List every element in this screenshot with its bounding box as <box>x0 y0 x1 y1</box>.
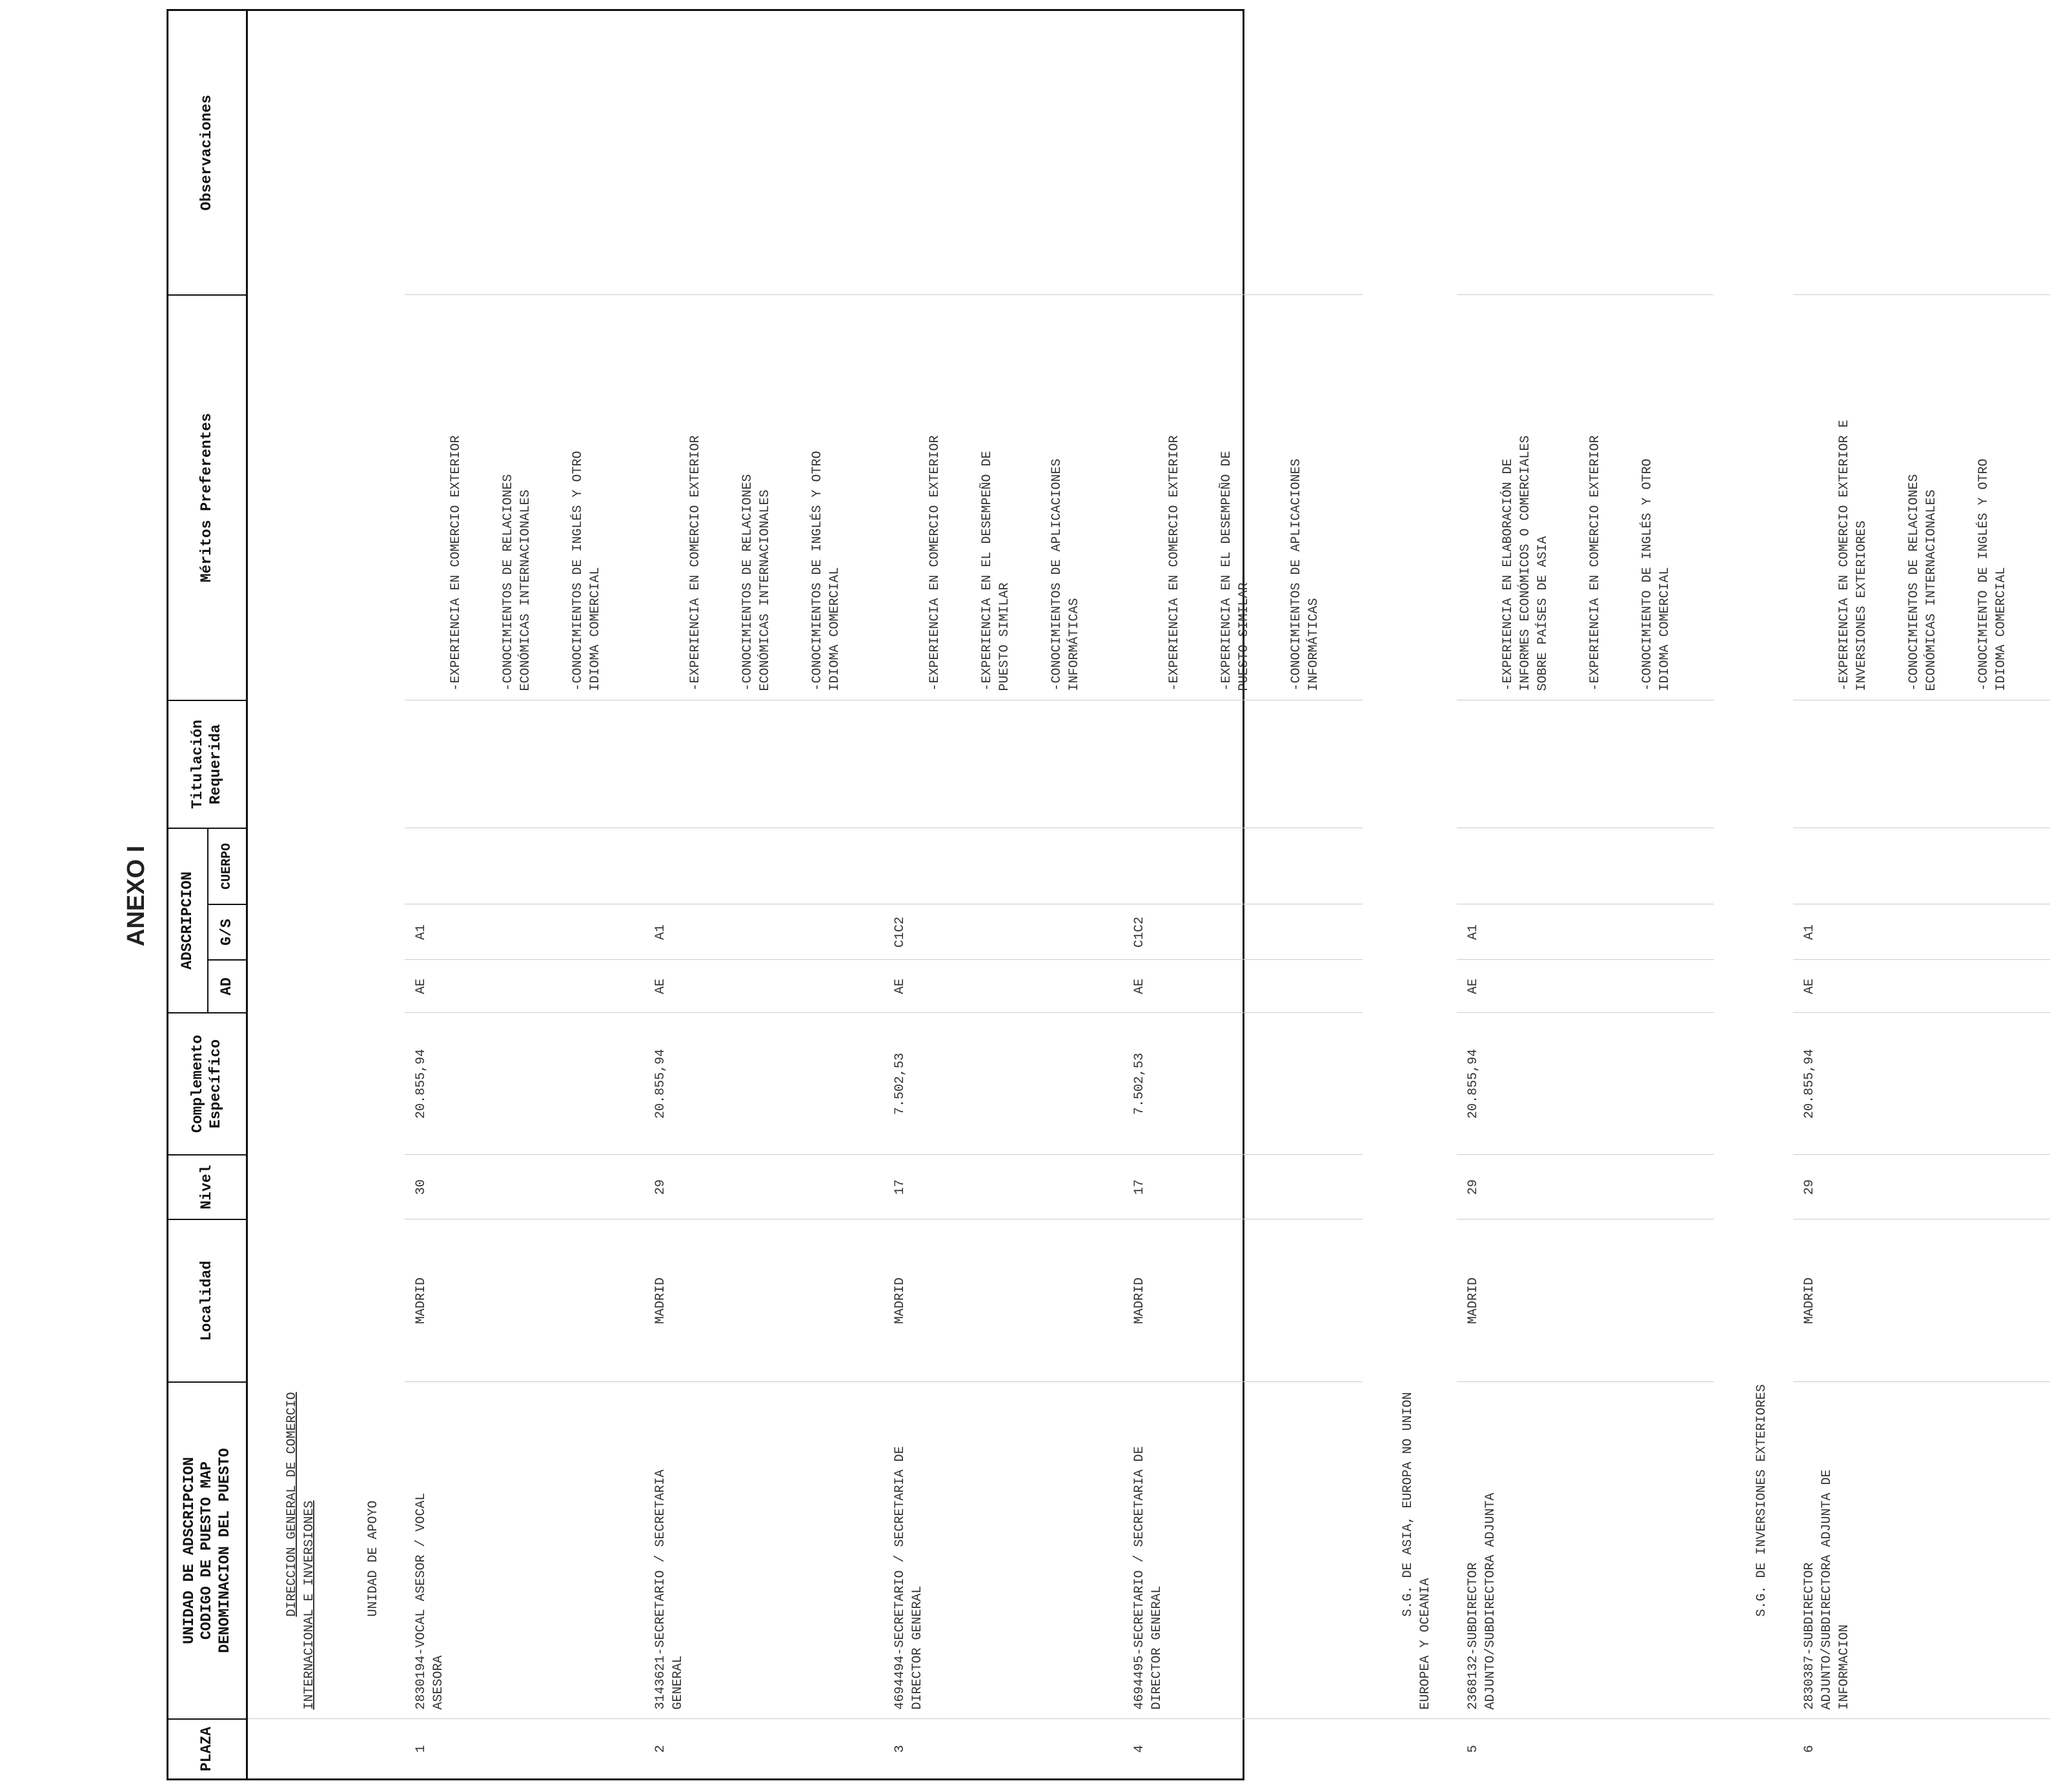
puesto-cell: 3143621-SECRETARIO / SECRETARIA GENERAL <box>644 1382 884 1719</box>
merit-item: -EXPERIENCIA EN ELABORACIÓN DE INFORMES ECONÓMICOS O COMERCIALES SOBRE PAÍSES DE ASIA <box>1501 435 1550 691</box>
localidad-cell: MADRID <box>1457 1219 1714 1382</box>
nivel-cell: 17 <box>1123 1155 1363 1219</box>
puesto-cell: 2368132-SUBDIRECTOR ADJUNTO/SUBDIRECTORA ADJUNTA <box>1457 1382 1714 1719</box>
nivel-cell: 30 <box>405 1155 644 1219</box>
puesto-cell: 2830387-SUBDIRECTOR ADJUNTO/SUBDIRECTORA ADJUNTA DE INFORMACION <box>1793 1382 2050 1719</box>
localidad-cell: MADRID <box>644 1219 884 1382</box>
merit-item: -EXPERIENCIA EN COMERCIO EXTERIOR <box>1167 435 1182 691</box>
complemento-cell: 20.855,94 <box>644 1013 884 1155</box>
plaza-cell: 3 <box>884 1719 1123 1778</box>
meritos-cell <box>1457 295 1714 700</box>
header-nivel: Nivel <box>168 1155 247 1219</box>
cuerpo-cell <box>405 828 644 904</box>
cuerpo-cell <box>1793 828 2050 904</box>
complemento-cell: 20.855,94 <box>1793 1013 2050 1155</box>
localidad-cell: MADRID <box>1793 1219 2050 1382</box>
table-row <box>1793 11 2050 1778</box>
gs-cell: A1 <box>644 904 884 960</box>
header-meritos: Méritos Preferentes <box>168 295 247 700</box>
table-body <box>247 11 2050 1778</box>
merit-item: -EXPERIENCIA EN EL DESEMPEÑO DE PUESTO SIMILAR <box>980 451 1012 691</box>
unit-row <box>341 11 405 1778</box>
unit-row <box>1363 11 1457 1778</box>
titulacion-cell <box>1457 700 1714 828</box>
complemento-cell: 7.502,53 <box>1123 1013 1363 1155</box>
merit-item: -CONOCIMIENTOS DE RELACIONES ECONÓMICAS INTERNACIONALES <box>740 474 773 691</box>
table-row <box>1457 11 1714 1778</box>
header-complemento: Complemento Específico <box>168 1013 247 1155</box>
cuerpo-cell <box>1457 828 1714 904</box>
annex-table <box>168 11 2050 1778</box>
observaciones-cell <box>405 11 644 295</box>
titulacion-cell <box>1793 700 2050 828</box>
header-gs: G/S <box>208 904 247 960</box>
puesto-cell: 2830194-VOCAL ASESOR / VOCAL ASESORA <box>405 1382 644 1719</box>
unit-label: UNIDAD DE APOYO <box>366 1500 381 1617</box>
table-row <box>884 11 1123 1778</box>
ad-cell: AE <box>1123 960 1363 1013</box>
titulacion-cell <box>644 700 884 828</box>
merit-item: -CONOCIMIENTO DE INGLÉS Y OTRO IDIOMA COMERCIAL <box>1640 458 1672 691</box>
gs-cell: A1 <box>1793 904 2050 960</box>
merit-item: -CONOCIMIENTOS DE APLICACIONES INFORMÁTICAS <box>1289 458 1321 691</box>
titulacion-cell <box>1123 700 1363 828</box>
merit-item: -EXPERIENCIA EN COMERCIO EXTERIOR <box>928 435 942 691</box>
nivel-cell: 29 <box>644 1155 884 1219</box>
merit-item: -EXPERIENCIA EN COMERCIO EXTERIOR <box>1588 435 1603 691</box>
merit-item: -CONOCIMIENTO DE INGLÉS Y OTRO IDIOMA COMERCIAL <box>1976 458 2009 691</box>
plaza-cell: 5 <box>1457 1719 1714 1778</box>
table-row <box>1123 11 1363 1778</box>
cuerpo-cell <box>644 828 884 904</box>
unit-label: DIRECCION GENERAL DE COMERCIO INTERNACIONAL E INVERSIONES <box>285 1392 317 1710</box>
plaza-cell: 6 <box>1793 1719 2050 1778</box>
header-observaciones: Observaciones <box>168 11 247 295</box>
cuerpo-cell <box>1123 828 1363 904</box>
meritos-cell <box>1793 295 2050 700</box>
unit-row <box>247 11 341 1778</box>
localidad-cell: MADRID <box>884 1219 1123 1382</box>
localidad-cell: MADRID <box>405 1219 644 1382</box>
meritos-cell <box>884 295 1123 700</box>
observaciones-cell <box>884 11 1123 295</box>
ad-cell: AE <box>1457 960 1714 1013</box>
header-localidad: Localidad <box>168 1219 247 1382</box>
merit-item: -EXPERIENCIA EN EL DESEMPEÑO DE PUESTO SIMILAR <box>1219 451 1252 691</box>
localidad-cell: MADRID <box>1123 1219 1363 1382</box>
merit-item: -CONOCIMIENTOS DE INGLÉS Y OTRO IDIOMA COMERCIAL <box>810 451 842 691</box>
merit-item: -CONOCIMIENTOS DE INGLÉS Y OTRO IDIOMA COMERCIAL <box>571 451 603 691</box>
titulacion-cell <box>405 700 644 828</box>
meritos-cell <box>405 295 644 700</box>
meritos-cell <box>1123 295 1363 700</box>
merit-item: -CONOCIMIENTOS DE RELACIONES ECONÓMICAS INTERNACIONALES <box>501 474 533 691</box>
gs-cell: A1 <box>1457 904 1714 960</box>
observaciones-cell <box>1123 11 1363 295</box>
plaza-cell: 2 <box>644 1719 884 1778</box>
nivel-cell: 29 <box>1457 1155 1714 1219</box>
gs-cell: A1 <box>405 904 644 960</box>
gs-cell: C1C2 <box>1123 904 1363 960</box>
complemento-cell: 20.855,94 <box>1457 1013 1714 1155</box>
merit-item: -EXPERIENCIA EN COMERCIO EXTERIOR <box>449 435 463 691</box>
ad-cell: AE <box>884 960 1123 1013</box>
complemento-cell: 20.855,94 <box>405 1013 644 1155</box>
cuerpo-cell <box>884 828 1123 904</box>
observaciones-cell <box>1793 11 2050 295</box>
merit-item: -EXPERIENCIA EN COMERCIO EXTERIOR <box>688 435 703 691</box>
puesto-cell: 4694495-SECRETARIO / SECRETARIA DE DIRECTOR GENERAL <box>1123 1382 1363 1719</box>
annex-table-frame <box>167 9 2009 1780</box>
unit-label: S.G. DE ASIA, EUROPA NO UNION EUROPEA Y OCEANIA <box>1401 1392 1433 1710</box>
header-titulacion: Titulación Requerida <box>168 700 247 828</box>
gs-cell: C1C2 <box>884 904 1123 960</box>
nivel-cell: 29 <box>1793 1155 2050 1219</box>
ad-cell: AE <box>644 960 884 1013</box>
header-plaza: PLAZA <box>168 1719 247 1778</box>
document-title: ANEXO I <box>123 845 150 947</box>
meritos-cell <box>644 295 884 700</box>
ad-cell: AE <box>405 960 644 1013</box>
header-adscripcion: ADSCRIPCION <box>168 828 208 1013</box>
unit-label: S.G. DE INVERSIONES EXTERIORES <box>1754 1384 1769 1617</box>
merit-item: -EXPERIENCIA EN COMERCIO EXTERIOR E INVERSIONES EXTERIORES <box>1837 420 1869 691</box>
ad-cell: AE <box>1793 960 2050 1013</box>
table-row <box>405 11 644 1778</box>
merit-item: -CONOCIMIENTOS DE APLICACIONES INFORMÁTICAS <box>1050 458 1082 691</box>
complemento-cell: 7.502,53 <box>884 1013 1123 1155</box>
titulacion-cell <box>884 700 1123 828</box>
nivel-cell: 17 <box>884 1155 1123 1219</box>
plaza-cell: 1 <box>405 1719 644 1778</box>
puesto-cell: 4694494-SECRETARIO / SECRETARIA DE DIRECTOR GENERAL <box>884 1382 1123 1719</box>
unit-row <box>1714 11 1793 1778</box>
header-puesto: UNIDAD DE ADSCRIPCION CODIGO DE PUESTO MAP DENOMINACION DEL PUESTO <box>168 1382 247 1719</box>
merit-item: -CONOCIMIENTOS DE RELACIONES ECONÓMICAS INTERNACIONALES <box>1907 474 1939 691</box>
header-ad: AD <box>208 960 247 1013</box>
observaciones-cell <box>644 11 884 295</box>
table-row <box>644 11 884 1778</box>
header-cuerpo: CUERPO <box>208 828 247 904</box>
observaciones-cell <box>1457 11 1714 295</box>
plaza-cell: 4 <box>1123 1719 1363 1778</box>
